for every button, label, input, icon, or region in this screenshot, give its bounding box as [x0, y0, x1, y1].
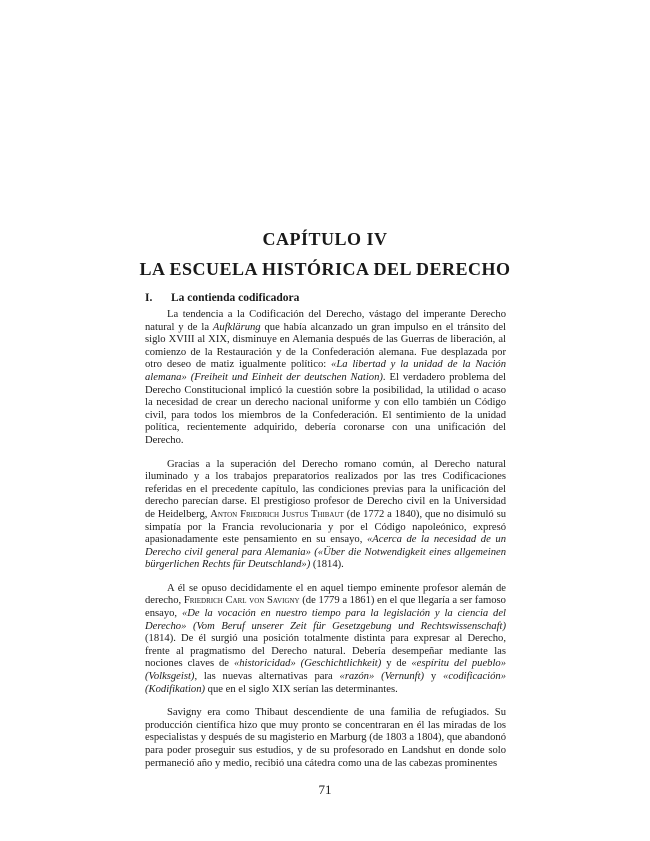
paragraph-text: La tendencia a la Codificación del Derecho, vástago del imperante Derecho natural y de la [145, 309, 506, 333]
paragraph-text: (de 1772 a 1840), que no disimuló su simpatía por la Francia revolucionaria y por el Código napoleónico, expresó apasionadamente este pensamiento en su ensayo, [145, 508, 506, 546]
chapter-label: CAPÍTULO IV [262, 229, 388, 249]
italic-quote: «Acerca de la necesidad de un Derecho civil general para Alemania» («Über die Notwendigkeit eines allgemeinen bürgerlichen Rechts für Deutschland») [145, 534, 506, 571]
italic-term: «historicidad» (Geschichtlichkeit) [233, 658, 382, 670]
author-name: Friedrich Carl von Savigny [183, 595, 300, 607]
paragraph-text: y de [381, 658, 412, 670]
paragraph-text: (1814). [310, 559, 344, 571]
section-heading [145, 292, 545, 304]
italic-term: «razón» (Vernunft) [339, 671, 425, 683]
paragraph-text: que había alcanzado un gran impulso en el tránsito del siglo XVIII al XIX, disminuye en Alemania después de las Guerras de liberación, al comienzo de la Restauración y de la Confederación alemana. Fue desplazada por otro deseo de matiz igualmente político: [145, 321, 506, 371]
italic-term: Aufklärung [212, 321, 261, 333]
section-title: La contienda codificadora [171, 292, 300, 304]
chapter-title: LA ESCUELA HISTÓRICA DEL DERECHO [139, 259, 511, 279]
paragraph-1 [145, 309, 506, 448]
author-name: Anton Friedrich Justus Thibaut [210, 508, 344, 520]
paragraph-2 [145, 459, 506, 572]
paragraph-text: , las nuevas alternativas para [194, 671, 340, 683]
italic-quote: «La libertad y la unidad de la Nación alemana» (Freiheit und Einheit der deutschen Nation) [145, 359, 506, 383]
paragraph-text: A él se opuso decididamente el en aquel tiempo eminente profesor alemán de derecho, [145, 582, 506, 607]
paragraph-3 [145, 583, 506, 696]
page-number: 71 [318, 782, 332, 797]
italic-term: «codificación» (Kodifikation) [145, 671, 506, 695]
paragraph-4 [145, 707, 506, 770]
body-text [145, 309, 506, 781]
paragraph-text: que en el siglo XIX serían las determinantes. [205, 683, 398, 695]
paragraph-text: Savigny era como Thibaut descendiente de una familia de refugiados. Su producción científica hizo que muy pronto se concentraran en él las miradas de los especialistas y después de su magisterio en Marburg (de 1803 a 1804), que abandonó para poder proseguir sus estudios, y de su profesorado en Landshut en donde solo permaneció año y medio, recibió una cátedra como una de las cabezas prominentes [145, 707, 506, 769]
paragraph-text: y [424, 671, 444, 683]
paragraph-text: . El verdadero problema del Derecho Constitucional implicó la cuestión sobre la posibilidad, la utilidad o acaso la necesidad de crear un derecho nacional uniforme y con ello también un Código civil, para todos los miembros de la Confederación. El sentimiento de la unidad política, recientemente adquirido, debería coronarse con una unificación del Derecho. [145, 371, 506, 446]
paragraph-text: (de 1779 a 1861) en el que llegaría a ser famoso ensayo, [145, 595, 506, 620]
paragraph-text: Gracias a la superación del Derecho romano común, al Derecho natural iluminado y a los trabajos preparatorios realizados por las tres Codificaciones referidas en el precedente capítulo, las condiciones previas para la unificación del derecho parecían darse. El prestigioso profesor de Derecho civil en la Universidad de Heidelberg, [145, 458, 506, 520]
italic-term: «espíritu del pueblo» (Volksgeist) [145, 658, 506, 683]
italic-quote: «De la vocación en nuestro tiempo para la legislación y la ciencia del Derecho» (Vom Beruf unserer Zeit für Gesetzgebung und Rechtswissenschaft) [145, 608, 507, 632]
section-number: I. [145, 292, 153, 304]
paragraph-text: (1814). De él surgió una posición totalmente distinta para expresar al Derecho, frente al pragmatismo del Derecho natural. Debería desempeñar mediante las nociones claves de [145, 633, 506, 670]
